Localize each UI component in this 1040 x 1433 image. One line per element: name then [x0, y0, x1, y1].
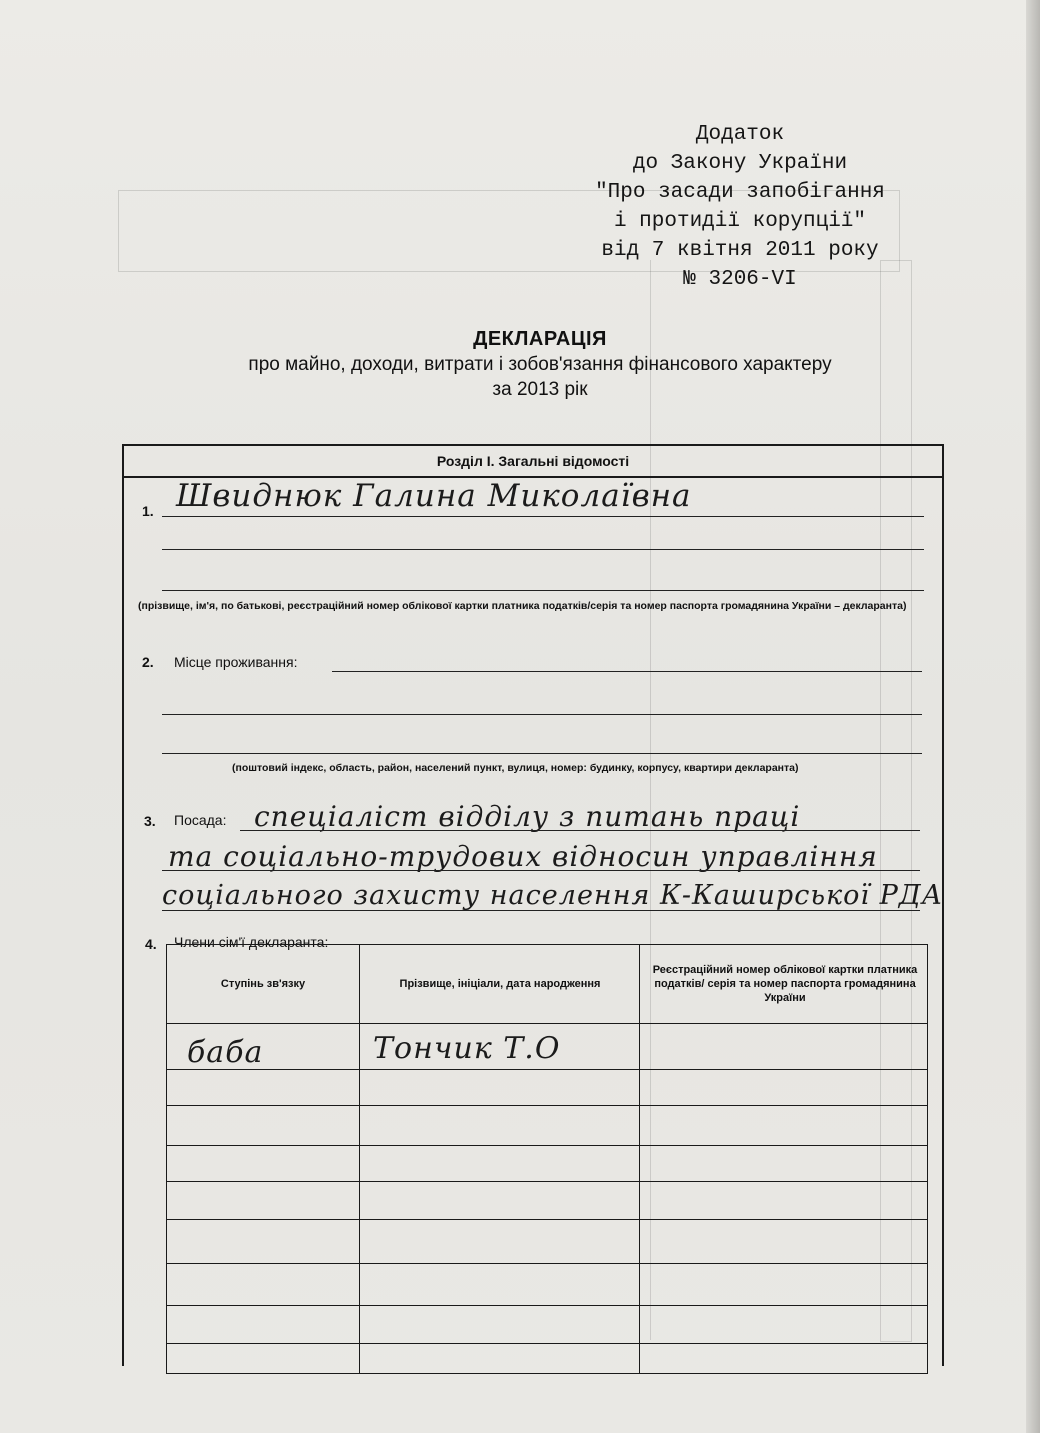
position-label: Посада: — [174, 812, 227, 828]
field1-caption: (прізвище, ім'я, по батькові, реєстраційний номер облікової картки платника податків/серія та номер паспорта громадянина України – декларанта) — [138, 600, 907, 612]
section-heading: Розділ І. Загальні відомості — [124, 446, 942, 478]
table-row — [167, 1305, 927, 1306]
table-row — [167, 1145, 927, 1146]
title-heading: ДЕКЛАРАЦІЯ — [473, 328, 607, 350]
position-line-2-handwritten: та соціально-трудових відносин управління — [168, 840, 878, 873]
relation-cell-handwritten: баба — [187, 1035, 264, 1070]
title-subtitle: про майно, доходи, витрати і зобов'язання фінансового характеру — [248, 354, 832, 375]
appendix-line: до Закону України — [632, 152, 848, 175]
page-edge-shadow — [1026, 0, 1040, 1433]
field2-caption: (поштовий індекс, область, район, населений пункт, вулиця, номер: будинку, корпусу, квартири декларанта) — [232, 762, 799, 774]
column-divider — [639, 945, 640, 1373]
appendix-line: "Про засади запобігання — [595, 181, 885, 204]
appendix-line: № 3206-VI — [683, 268, 797, 291]
declarant-name-handwritten: Швиднюк Галина Миколаївна — [176, 478, 692, 514]
appendix-line: Додаток — [695, 123, 785, 146]
appendix-header — [560, 120, 920, 294]
field-number: 3. — [144, 813, 156, 829]
field-number: 2. — [142, 654, 154, 670]
field-number: 1. — [142, 503, 154, 519]
position-line-3-handwritten: соціального захисту населення К-Каширської РДА — [162, 880, 944, 911]
family-members-table — [166, 944, 928, 1374]
appendix-line: від 7 квітня 2011 року — [601, 239, 879, 262]
declaration-title — [180, 328, 900, 401]
fill-line — [162, 753, 922, 754]
column-header-relation: Ступінь зв'язку — [220, 978, 306, 990]
fill-line — [240, 830, 920, 831]
appendix-line: і протидії корупції" — [613, 210, 867, 233]
table-row — [167, 1069, 927, 1070]
fill-line — [162, 870, 920, 871]
fill-line — [162, 910, 920, 911]
title-year: за 2013 рік — [492, 379, 588, 400]
fill-line — [162, 590, 924, 591]
fill-line — [162, 516, 924, 517]
fill-line — [162, 714, 922, 715]
fill-line — [332, 671, 922, 672]
column-header-id: Реєстраційний номер облікової картки платника податків/ серія та номер паспорта громадянина України — [652, 964, 918, 1004]
position-line-1-handwritten: спеціаліст відділу з питань праці — [254, 800, 801, 833]
field-number: 4. — [145, 936, 157, 952]
table-row — [167, 1181, 927, 1182]
residence-label: Місце проживання: — [174, 654, 298, 670]
table-row — [167, 1263, 927, 1264]
family-members-label: Члени сім'ї декларанта: — [174, 934, 329, 950]
column-header-name: Прізвище, ініціали, дата народження — [399, 978, 601, 990]
column-divider — [359, 945, 360, 1373]
name-cell-handwritten: Тончик Т.О — [373, 1031, 561, 1066]
table-row — [167, 1343, 927, 1344]
table-row — [167, 1219, 927, 1220]
fill-line — [162, 549, 924, 550]
table-row — [167, 1105, 927, 1106]
